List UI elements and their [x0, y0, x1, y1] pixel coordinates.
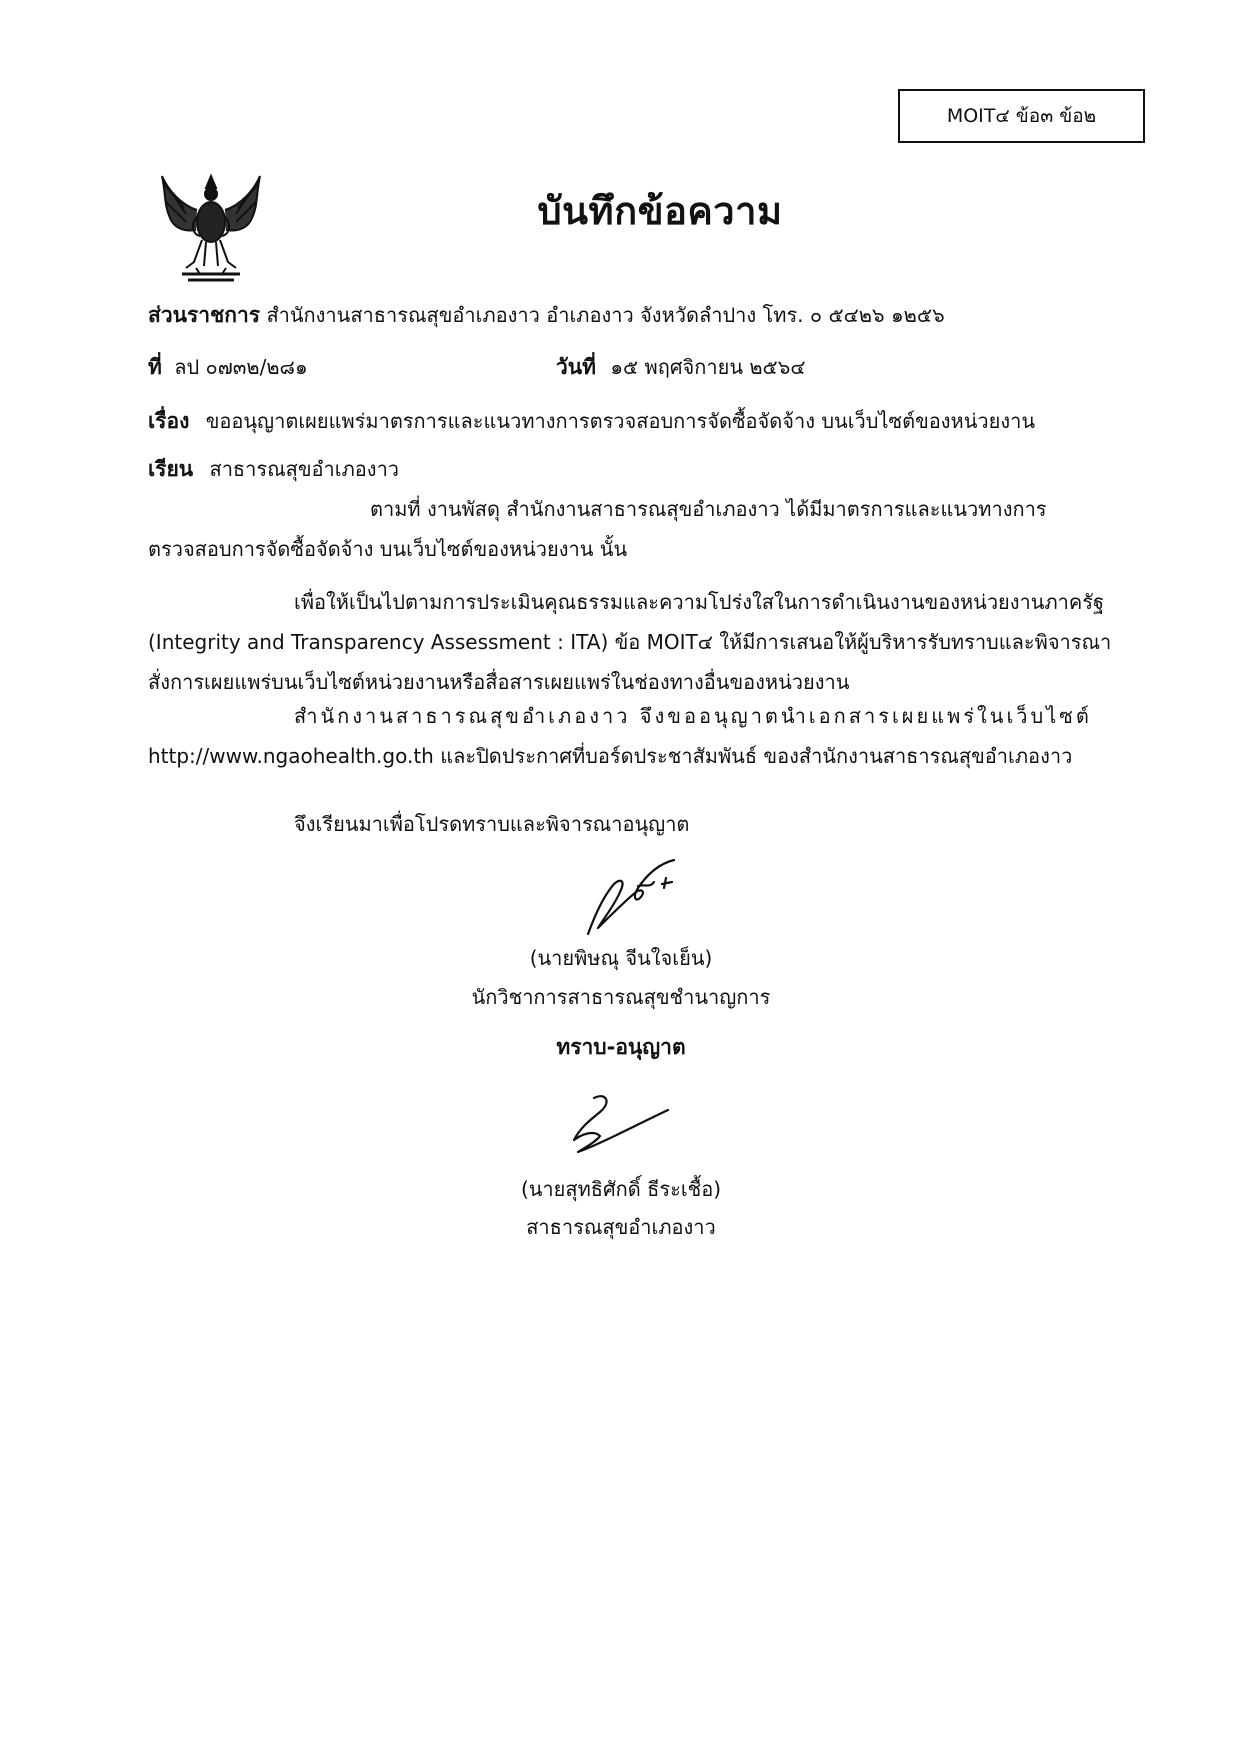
paragraph-line: เพื่อให้เป็นไปตามการประเมินคุณธรรมและความโปร่งใสในการดำเนินงานของหน่วยงานภาครัฐ	[294, 590, 1105, 614]
paragraph-intro	[148, 489, 1118, 569]
signature-2-icon	[560, 1088, 680, 1158]
closing-line: จึงเรียนมาเพื่อโปรดทราบและพิจารณาอนุญาต	[294, 812, 690, 836]
signer-1-name: (นายพิษณุ จีนใจเย็น)	[529, 946, 713, 970]
paragraph-line: สั่งการเผยแพร่บนเว็บไซต์หน่วยงานหรือสื่อสารเผยแพร่ในช่องทางอื่นของหน่วยงาน	[148, 670, 850, 694]
recipient-line	[148, 455, 399, 483]
document-title: บันทึกข้อความ	[537, 189, 783, 233]
subject-line	[148, 407, 1035, 435]
signature-1-icon	[580, 858, 690, 938]
signer-1-position: นักวิชาการสาธารณสุขชำนาญการ	[471, 985, 771, 1009]
garuda-emblem-icon	[156, 170, 266, 286]
recipient-label: เรียน	[148, 457, 194, 481]
paragraph-line: สำนักงานสาธารณสุขอำเภองาว จึงขออนุญาตนำเอกสารเผยแพร่ในเว็บไซต์	[294, 704, 1092, 728]
date-label: วันที่	[556, 355, 596, 379]
reference-value: ลป ๐๗๓๒/๒๘๑	[174, 355, 308, 379]
signer-2-position: สาธารณสุขอำเภองาว	[526, 1215, 716, 1239]
date-value: ๑๕ พฤศจิกายน ๒๕๖๔	[610, 355, 806, 379]
agency-value: สำนักงานสาธารณสุขอำเภองาว อำเภองาว จังหวัดลำปาง โทร. ๐ ๕๔๒๖ ๑๒๕๖	[266, 303, 945, 327]
paragraph-line: ตามที่ งานพัสดุ สำนักงานสาธารณสุขอำเภองาว ได้มีมาตรการและแนวทางการ	[370, 497, 1047, 521]
agency-label: ส่วนราชการ	[148, 303, 261, 327]
moit-reference-tag	[898, 89, 1145, 143]
paragraph-purpose	[148, 582, 1118, 702]
reference-label: ที่	[148, 355, 162, 379]
paragraph-line: (Integrity and Transparency Assessment : ITA) ข้อ MOIT๔ ให้มีการเสนอให้ผู้บริหารรับทราบและพิจารณา	[148, 630, 1112, 654]
recipient-value: สาธารณสุขอำเภองาว	[209, 457, 400, 481]
paragraph-line: ตรวจสอบการจัดซื้อจัดจ้าง บนเว็บไซต์ของหน่วยงาน นั้น	[148, 537, 628, 561]
approval-text: ทราบ-อนุญาต	[556, 1035, 686, 1059]
date-line	[556, 353, 806, 381]
paragraph-request	[148, 696, 1118, 776]
paragraph-line: http://www.ngaohealth.go.th และปิดประกาศที่บอร์ดประชาสัมพันธ์ ของสำนักงานสาธารณสุขอำเภองาว	[148, 744, 1073, 768]
moit-reference-text: MOIT๔ ข้อ๓ ข้อ๒	[946, 105, 1097, 127]
reference-line	[148, 353, 308, 381]
agency-line	[148, 301, 945, 329]
subject-value: ขออนุญาตเผยแพร่มาตรการและแนวทางการตรวจสอบการจัดซื้อจัดจ้าง บนเว็บไซต์ของหน่วยงาน	[205, 409, 1035, 433]
signer-2-name: (นายสุทธิศักดิ์ ธีระเชื้อ)	[520, 1177, 722, 1201]
subject-label: เรื่อง	[148, 409, 190, 433]
